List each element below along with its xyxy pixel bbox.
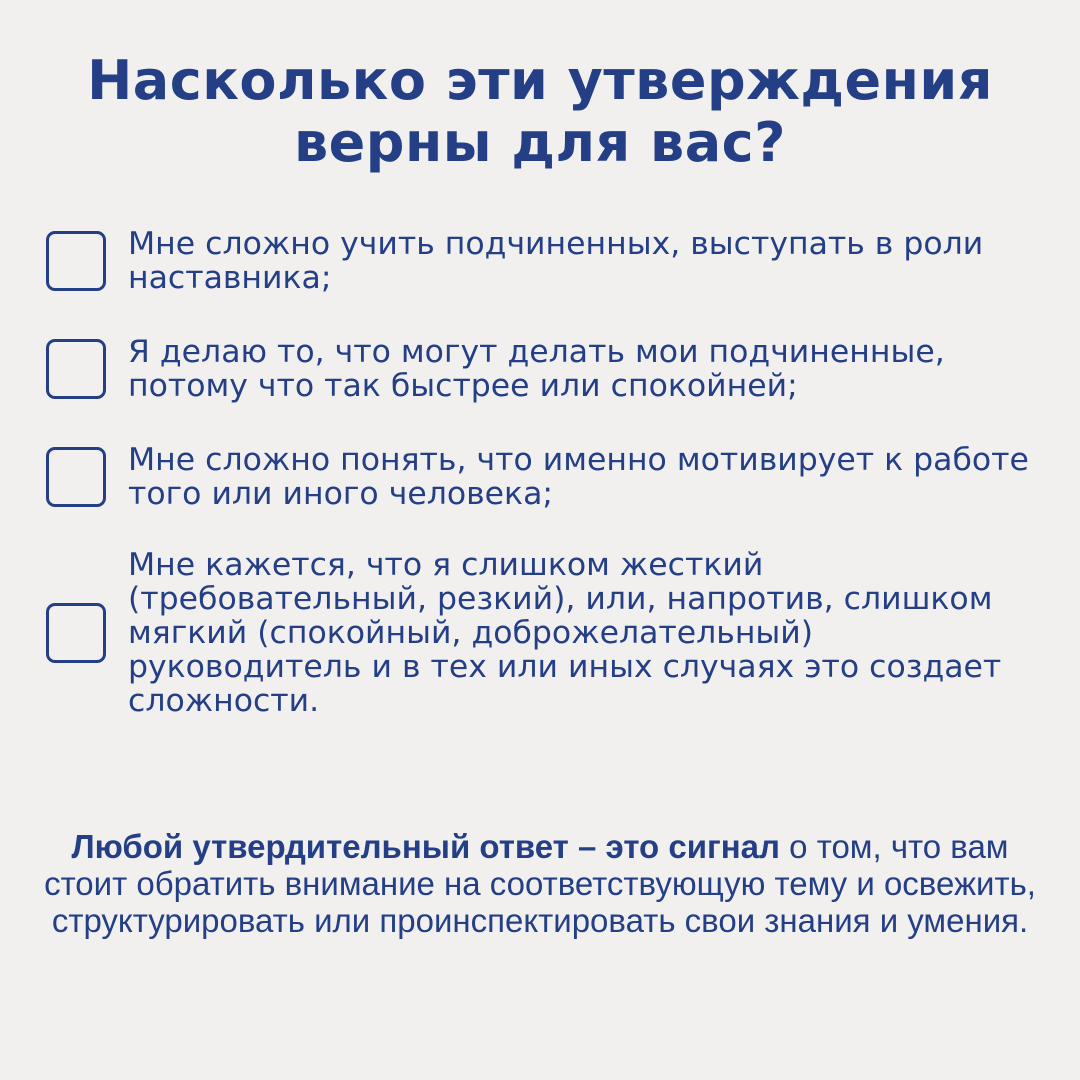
checkbox[interactable] bbox=[46, 447, 106, 507]
checkbox[interactable] bbox=[46, 603, 106, 663]
checklist-item[interactable] bbox=[46, 443, 1046, 511]
page-title-line-2: верны для вас? bbox=[294, 111, 786, 174]
checkbox[interactable] bbox=[46, 339, 106, 399]
conclusion-text bbox=[40, 828, 1040, 939]
checklist-item-text: Мне сложно учить подчиненных, выступать в роли наставника; bbox=[128, 226, 984, 296]
checklist-item-text: Мне кажется, что я слишком жесткий (требовательный, резкий), или, напротив, слишком мягкий (спокойный, доброжелательный) руководитель и в тех или иных случаях это создает сложности. bbox=[128, 547, 1002, 719]
checklist-item-text: Я делаю то, что могут делать мои подчиненные, потому что так быстрее или спокойней; bbox=[128, 334, 945, 404]
page-title-line-1: Насколько эти утверждения bbox=[87, 49, 993, 112]
conclusion-bold: Любой утвердительный ответ – это сигнал bbox=[71, 828, 781, 865]
checklist-item[interactable] bbox=[46, 227, 1046, 295]
page-title bbox=[0, 50, 1080, 174]
checklist-item-text: Мне сложно понять, что именно мотивирует к работе того или иного человека; bbox=[128, 442, 1029, 512]
conclusion-rest: о том, что вам стоит обратить внимание на соответствующую тему и освежить, структурировать или проинспектировать свои знания и умения. bbox=[44, 828, 1036, 939]
checklist-item[interactable] bbox=[46, 335, 1046, 403]
checklist-item[interactable] bbox=[46, 548, 1046, 718]
checkbox[interactable] bbox=[46, 231, 106, 291]
